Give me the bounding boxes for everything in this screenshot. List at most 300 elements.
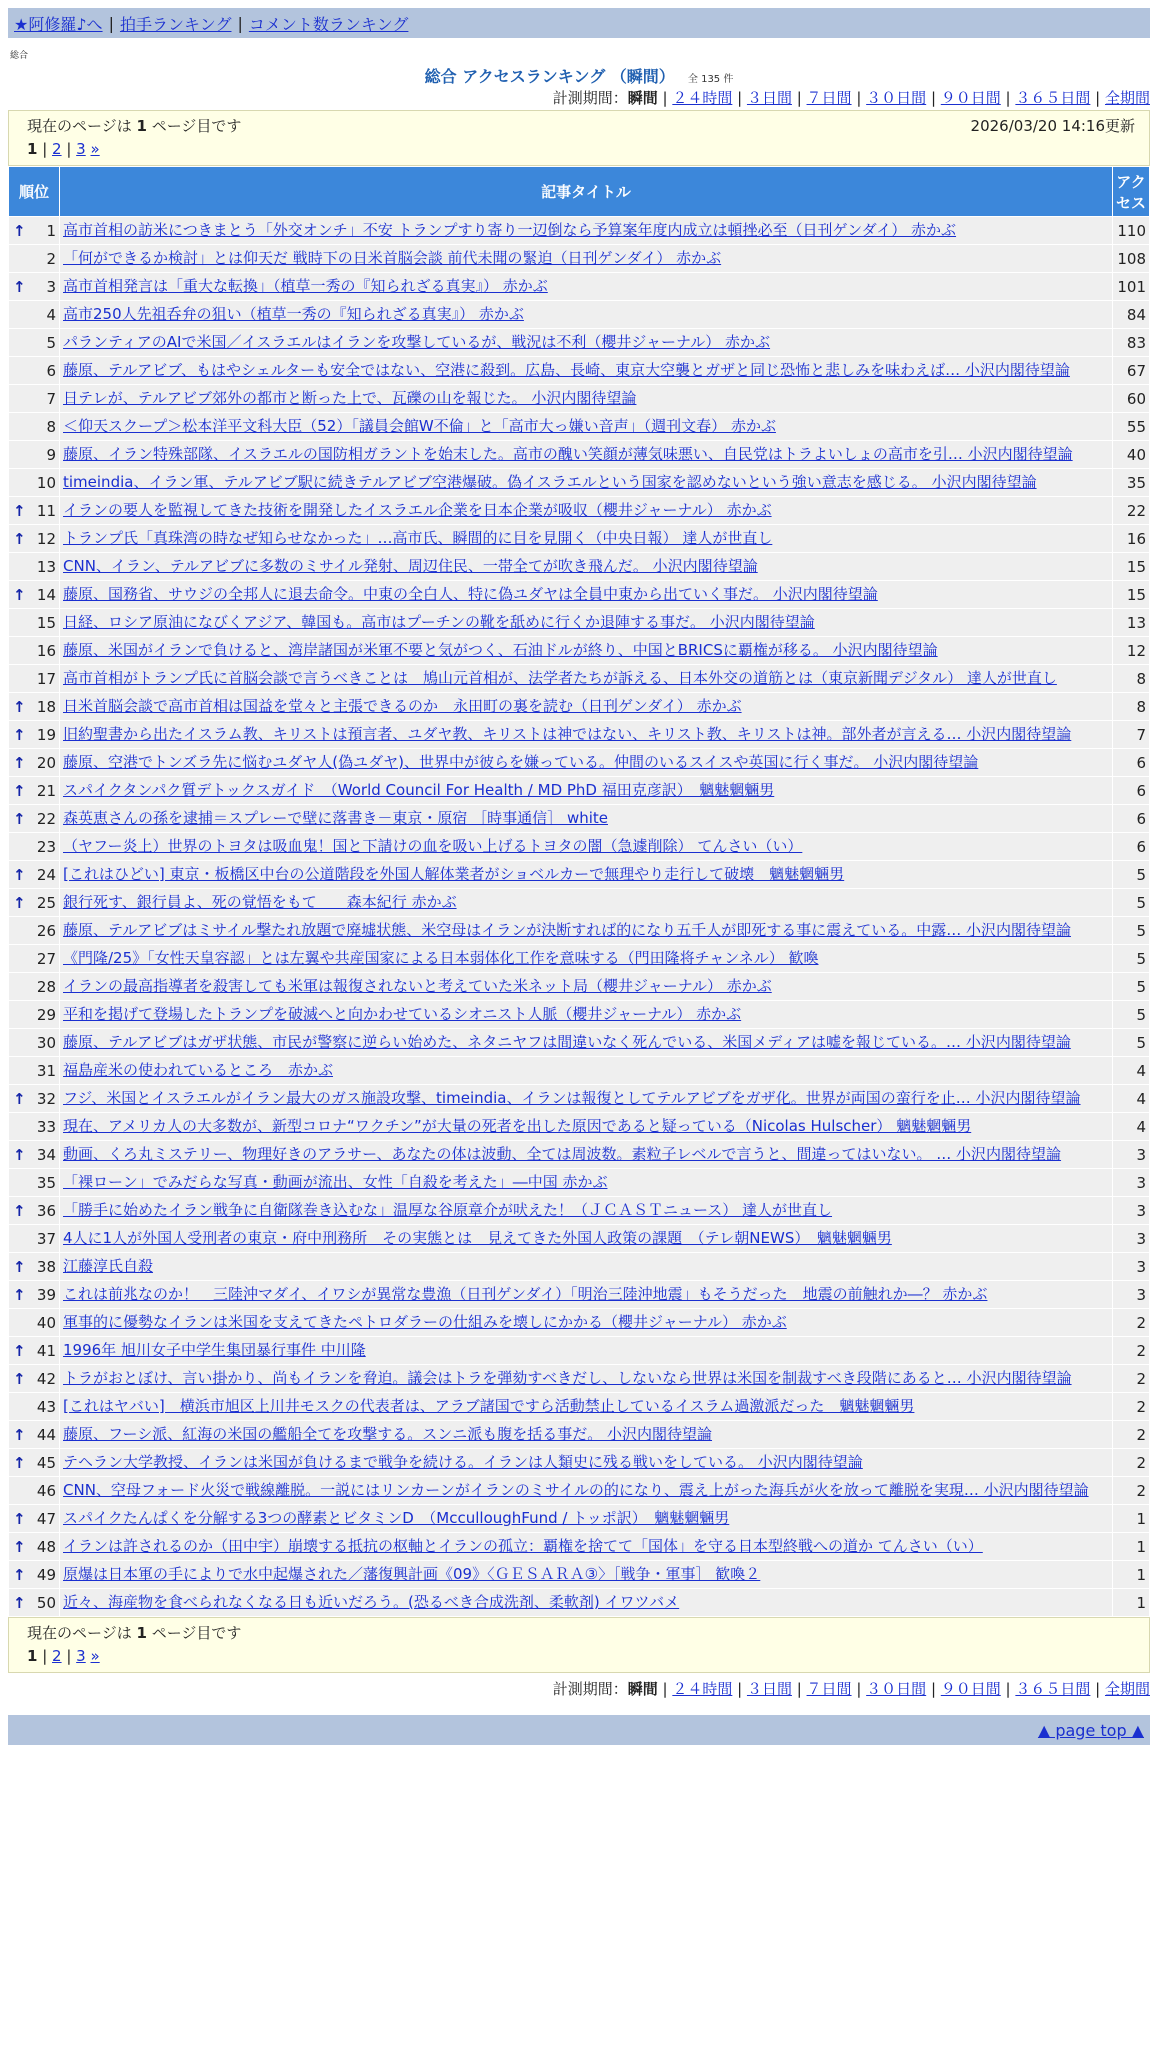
period-link[interactable]: 全期間 [1104,1680,1150,1698]
article-link[interactable]: 藤原、イラン特殊部隊、イスラエルの国防相ガラントを始末した。高市の醜い笑顔が薄気味悪い、自民党はトラよいしょの高市を引… 小沢内閣待望論 [63,445,1073,463]
comment-ranking-link[interactable]: コメント数ランキング [248,14,409,34]
up-arrow-icon: ↑ [13,1369,26,1388]
title-cell [60,973,1113,1001]
rank-number: 23 [36,837,56,856]
article-link[interactable]: トランプ氏「真珠湾の時なぜ知らせなかった」…高市氏、瞬間的に目を見開く（中央日報） 達人が世直し [63,529,773,547]
up-arrow-icon: ↑ [13,277,26,296]
table-row [9,777,1150,805]
access-count: 67 [1113,357,1150,385]
rank-cell [9,1533,60,1561]
rank-number: 31 [36,1061,56,1080]
title-cell [60,749,1113,777]
article-link[interactable]: 旧約聖書から出たイスラム教、キリストは預言者、ユダヤ教、キリストは神ではない、キリスト教、キリストは神。部外者が言える… 小沢内閣待望論 [63,725,1072,743]
article-link[interactable]: イランは許されるのか（田中宇）崩壊する抵抗の枢軸とイランの孤立：覇権を捨てて「国体」を守る日本型終戦への道か てんさい（い） [63,1537,983,1555]
article-link[interactable]: 藤原、空港でトンズラ先に悩むユダヤ人(偽ユダヤ)、世界中が彼らを嫌っている。仲間のいるスイスや英国に行く事だ。 小沢内閣待望論 [63,753,979,771]
rank-number: 14 [36,585,56,604]
period-separator: | [657,89,673,107]
article-link[interactable]: 日テレが、テルアビブ郊外の都市と断った上で、瓦礫の山を報じた。 小沢内閣待望論 [63,389,637,407]
period-link[interactable]: ２４時間 [672,89,733,107]
top-nav-bar [8,8,1150,38]
article-link[interactable]: 軍事的に優勢なイランは米国を支えてきたペトロダラーの仕組みを壊しにかかる（櫻井ジャーナル） 赤かぶ [63,1313,787,1331]
pager-next-link[interactable]: » [90,1647,100,1665]
period-separator: | [1000,1680,1016,1698]
rank-cell [9,945,60,973]
access-count: 3 [1113,1281,1150,1309]
rank-number: 42 [36,1369,56,1388]
article-link[interactable]: フジ、米国とイスラエルがイラン最大のガス施設攻撃、timeindia、イランは報復としてテルアビブをガザ化。世界が両国の蛮行を止… 小沢内閣待望論 [63,1089,1081,1107]
rank-cell [9,1197,60,1225]
up-arrow-icon: ↑ [13,1341,26,1360]
article-link[interactable]: 藤原、テルアビブはミサイル撃たれ放題で廃墟状態、米空母はイランが決断すれば的になり五千人が即死する事に震えている。中露… 小沢内閣待望論 [63,921,1071,939]
access-count: 101 [1113,273,1150,301]
access-count: 2 [1113,1393,1150,1421]
rank-cell [9,693,60,721]
period-selector-bottom [0,1677,1158,1701]
article-link[interactable]: 近々、海産物を食べられなくなる日も近いだろう。(恐るべき合成洗剤、柔軟剤) イワツバメ [63,1593,680,1611]
nav-separator: | [237,13,243,33]
rank-cell [9,1337,60,1365]
access-count: 3 [1113,1253,1150,1281]
up-arrow-icon: ↑ [13,1565,26,1584]
rank-cell [9,553,60,581]
access-count: 3 [1113,1197,1150,1225]
table-row [9,917,1150,945]
access-count: 3 [1113,1225,1150,1253]
rank-number: 43 [36,1397,56,1416]
up-arrow-icon: ↑ [13,809,26,828]
article-link[interactable]: 現在、アメリカ人の大多数が、新型コロナ“ワクチン”が大量の死者を出した原因であると疑っている（Nicolas Hulscher） 魑魅魍魎男 [63,1117,972,1135]
title-cell [60,553,1113,581]
period-link[interactable]: ２４時間 [672,1680,733,1698]
article-link[interactable]: 藤原、テルアビブ、もはやシェルターも安全ではない、空港に殺到。広島、長崎、東京大空襲とガザと同じ恐怖と悲しみを味わえば… 小沢内閣待望論 [63,361,1070,379]
access-count: 108 [1113,245,1150,273]
access-count: 2 [1113,1337,1150,1365]
rank-cell [9,497,60,525]
table-row [9,1533,1150,1561]
access-count: 1 [1113,1505,1150,1533]
up-arrow-icon: ↑ [13,221,26,240]
title-cell [60,385,1113,413]
access-count: 40 [1113,441,1150,469]
rank-number: 44 [36,1425,56,1444]
rank-cell [9,917,60,945]
updated-timestamp: 2026/03/20 14:16更新 [970,117,1135,135]
up-arrow-icon: ↑ [13,753,26,772]
rank-cell [9,301,60,329]
rank-number: 34 [36,1145,56,1164]
table-row [9,1029,1150,1057]
table-row [9,637,1150,665]
title-cell [60,1141,1113,1169]
period-link[interactable]: 全期間 [1104,89,1150,107]
article-link[interactable]: 日米首脳会談で高市首相は国益を堂々と主張できるのか 永田町の裏を読む（日刊ゲンダイ） 赤かぶ [63,697,742,715]
pager-separator: | [37,140,53,158]
title-cell [60,1253,1113,1281]
table-row [9,1421,1150,1449]
article-link[interactable]: 森英恵さんの孫を逮捕＝スプレーで壁に落書き－東京・原宿 ［時事通信］ white [63,809,608,827]
rank-cell [9,1393,60,1421]
rank-number: 26 [36,921,56,940]
access-count: 84 [1113,301,1150,329]
period-separator: | [1090,1680,1105,1698]
period-link[interactable]: ３６５日間 [1015,1680,1091,1698]
title-cell [60,581,1113,609]
title-cell [60,637,1113,665]
up-arrow-icon: ↑ [13,1537,26,1556]
rank-cell [9,637,60,665]
access-count: 8 [1113,693,1150,721]
table-row [9,1309,1150,1337]
table-row [9,749,1150,777]
access-count: 5 [1113,917,1150,945]
period-separator: | [1000,89,1016,107]
table-row [9,329,1150,357]
page-top-link[interactable]: ▲ page top ▲ [1037,1720,1144,1740]
period-separator: | [791,89,807,107]
article-link[interactable]: 高市首相がトランプ氏に首脳会談で言うべきことは 鳩山元首相が、法学者たちが訴える、日本外交の道筋とは（東京新聞デジタル） 達人が世直し [63,669,1057,687]
access-count: 6 [1113,749,1150,777]
rank-number: 30 [36,1033,56,1052]
period-separator: | [732,1680,747,1698]
title-cell [60,833,1113,861]
article-link[interactable]: 福島産米の使われているところ 赤かぶ [63,1061,334,1079]
access-count: 5 [1113,973,1150,1001]
rank-cell [9,1029,60,1057]
table-row [9,441,1150,469]
rank-number: 21 [36,781,56,800]
title-cell [60,1001,1113,1029]
up-arrow-icon: ↑ [13,1593,26,1612]
table-row [9,1225,1150,1253]
article-link[interactable]: CNN、イラン、テルアビブに多数のミサイル発射、周辺住民、一帯全てが吹き飛んだ。 小沢内閣待望論 [63,557,758,575]
rank-cell [9,1561,60,1589]
article-link[interactable]: スパイクたんぱくを分解する3つの酵素とビタミンD （McculloughFund / トッポ訳） 魑魅魍魎男 [63,1509,730,1527]
current-page-text: 現在のページは 1 ページ目です [27,117,242,135]
article-link[interactable]: 藤原、テルアビブはガザ状態、市民が警察に逆らい始めた、ネタニヤフは間違いなく死んでいる、米国メディアは嘘を報じている。… 小沢内閣待望論 [63,1033,1071,1051]
table-row [9,889,1150,917]
bottom-bar [8,1715,1150,1745]
article-link[interactable]: 高市250人先祖呑弁の狙い（植草一秀の『知られざる真実』） 赤かぶ [63,305,524,323]
table-row [9,609,1150,637]
article-link[interactable]: timeindia、イラン軍、テルアビブ駅に続きテルアビブ空港爆破。偽イスラエルという国家を認めないという強い意志を感じる。 小沢内閣待望論 [63,473,1037,491]
rank-cell [9,357,60,385]
rank-number: 27 [36,949,56,968]
article-link[interactable]: 日経、ロシア原油になびくアジア、韓国も。高市はプーチンの靴を舐めに行くか退陣する事だ。 小沢内閣待望論 [63,613,815,631]
title-cell [60,525,1113,553]
access-count: 2 [1113,1365,1150,1393]
access-count: 1 [1113,1589,1150,1617]
rank-number: 11 [36,501,56,520]
rank-number: 18 [36,697,56,716]
category-label: 総合 [10,51,29,61]
table-row [9,693,1150,721]
title-cell [60,1477,1113,1505]
period-link[interactable]: ９０日間 [940,89,1001,107]
table-row [9,1393,1150,1421]
access-count: 3 [1113,1141,1150,1169]
period-link[interactable]: ３０日間 [866,1680,927,1698]
up-arrow-icon: ↑ [13,1257,26,1276]
period-selector [0,86,1158,110]
rank-cell [9,861,60,889]
access-count: 83 [1113,329,1150,357]
rank-cell [9,1113,60,1141]
rank-cell [9,1281,60,1309]
rank-cell [9,1421,60,1449]
rank-number: 2 [46,249,56,268]
article-link[interactable]: CNN、空母フォード火災で戦線離脱。一説にはリンカーンがイランのミサイルの的になり、震え上がった海兵が火を放って離脱を実現… 小沢内閣待望論 [63,1481,1089,1499]
article-link[interactable]: テヘラン大学教授、イランは米国が負けるまで戦争を続ける。イランは人類史に残る戦いをしている。 小沢内閣待望論 [63,1453,863,1471]
up-arrow-icon: ↑ [13,725,26,744]
article-link[interactable]: イランの要人を監視してきた技術を開発したイスラエル企業を日本企業が吸収（櫻井ジャーナル） 赤かぶ [63,501,772,519]
rank-cell [9,1085,60,1113]
up-arrow-icon: ↑ [13,1453,26,1472]
period-link[interactable]: ３日間 [746,89,792,107]
access-count: 1 [1113,1533,1150,1561]
access-count: 4 [1113,1057,1150,1085]
period-separator: | [851,89,867,107]
rank-number: 13 [36,557,56,576]
rank-cell [9,1477,60,1505]
title-cell [60,357,1113,385]
rank-cell [9,1169,60,1197]
table-row [9,413,1150,441]
title-cell [60,693,1113,721]
title-cell [60,777,1113,805]
article-link[interactable]: [これはひどい] 東京・板橋区中台の公道階段を外国人解体業者がショベルカーで無理やり走行して破壊 魑魅魍魎男 [63,865,845,883]
rank-cell [9,1309,60,1337]
period-separator: | [851,1680,867,1698]
pager-page-link[interactable]: 2 [52,140,62,158]
rank-cell [9,721,60,749]
access-count: 2 [1113,1421,1150,1449]
period-link[interactable]: ９０日間 [940,1680,1001,1698]
title-cell [60,1225,1113,1253]
article-link[interactable]: 原爆は日本軍の手によりで水中起爆された／藩復興計画《09》〈ＧＥＳＡＲＡ③〉［戦争・軍事］ 歓喚２ [63,1565,761,1583]
rank-cell [9,833,60,861]
up-arrow-icon: ↑ [13,501,26,520]
pagination-bottom [27,1644,1135,1668]
ranking-title-row [0,64,1158,86]
table-row [9,1085,1150,1113]
article-link[interactable]: パランティアのAIで米国／イスラエルはイランを攻撃しているが、戦況は不利（櫻井ジャーナル） 赤かぶ [63,333,771,351]
article-link[interactable]: これは前兆なのか！ 三陸沖マダイ、イワシが異常な豊漁（日刊ゲンダイ）「明治三陸沖地震」もそうだった 地震の前触れか―？ 赤かぶ [63,1285,988,1303]
access-count: 22 [1113,497,1150,525]
up-arrow-icon: ↑ [13,1145,26,1164]
col-header-access: アクセス [1113,167,1150,217]
pager-current-page: 1 [27,140,38,158]
table-row [9,497,1150,525]
access-count: 12 [1113,637,1150,665]
up-arrow-icon: ↑ [13,1089,26,1108]
table-row [9,385,1150,413]
period-label: 計測期間： [552,89,628,107]
pager-page-link[interactable]: 3 [76,1647,86,1665]
article-link[interactable]: 銀行死す、銀行員よ、死の覚悟をもて 森本紀行 赤かぶ [63,893,457,911]
table-row [9,469,1150,497]
rank-cell [9,413,60,441]
article-link[interactable]: 動画、くろ丸ミステリー、物理好きのアラサー、あなたの体は波動、全ては周波数。素粒子レベルで言うと、間違ってはいない。 … 小沢内閣待望論 [63,1145,1062,1163]
up-arrow-icon: ↑ [13,697,26,716]
rank-cell [9,273,60,301]
table-row [9,245,1150,273]
title-cell [60,1505,1113,1533]
article-link[interactable]: 江藤淳氏自殺 [63,1257,154,1275]
table-row [9,1477,1150,1505]
article-link[interactable]: 藤原、米国がイランで負けると、湾岸諸国が米軍不要と気がつく、石油ドルが終り、中国とBRICSに覇権が移る。 小沢内閣待望論 [63,641,938,659]
access-count: 3 [1113,1169,1150,1197]
rank-number: 35 [36,1173,56,1192]
rank-number: 6 [46,361,56,380]
current-page-text: 現在のページは 1 ページ目です [27,1624,242,1642]
table-row [9,1001,1150,1029]
rank-number: 9 [46,445,56,464]
rank-cell [9,973,60,1001]
rank-number: 10 [36,473,56,492]
table-row [9,273,1150,301]
article-link[interactable]: 「勝手に始めたイラン戦争に自衛隊巻き込むな」温厚な谷原章介が吠えた！（ＪＣＡＳＴニュース） 達人が世直し [63,1201,833,1219]
title-cell [60,1365,1113,1393]
pager-page-link[interactable]: 2 [52,1647,62,1665]
article-link[interactable]: ＜仰天スクープ＞松本洋平文科大臣（52）「議員会館W不倫」と「高市大っ嫌い音声」（週刊文春） 赤かぶ [63,417,776,435]
title-cell [60,1085,1113,1113]
title-cell [60,329,1113,357]
access-count: 5 [1113,945,1150,973]
rank-cell [9,217,60,245]
rank-cell [9,609,60,637]
title-cell [60,245,1113,273]
title-cell [60,273,1113,301]
article-link[interactable]: スパイクタンパク質デトックスガイド （World Council For Health / MD PhD 福田克彦訳） 魑魅魍魎男 [63,781,775,799]
rank-number: 15 [36,613,56,632]
title-cell [60,805,1113,833]
title-cell [60,469,1113,497]
rank-number: 28 [36,977,56,996]
access-count: 13 [1113,609,1150,637]
rank-number: 40 [36,1313,56,1332]
period-link[interactable]: ７日間 [806,89,852,107]
rank-cell [9,1505,60,1533]
article-link[interactable]: 「何ができるか検討」とは仰天だ 戦時下の日米首脳会談 前代未聞の緊迫（日刊ゲンダイ） 赤かぶ [63,249,722,267]
total-count: 全 135 件 [687,74,734,85]
access-count: 6 [1113,833,1150,861]
up-arrow-icon: ↑ [13,1425,26,1444]
rank-number: 25 [36,893,56,912]
rank-cell [9,1365,60,1393]
period-separator: | [926,89,941,107]
rank-cell [9,749,60,777]
title-cell [60,1589,1113,1617]
up-arrow-icon: ↑ [13,1201,26,1220]
table-row [9,1141,1150,1169]
article-link[interactable]: [これはヤバい] 横浜市旭区上川井モスクの代表者は、アラブ諸国ですら活動禁止しているイスラム過激派だった 魑魅魍魎男 [63,1397,915,1415]
table-row [9,301,1150,329]
article-link[interactable]: 藤原、国務省、サウジの全邦人に退去命令。中東の全白人、特に偽ユダヤは全員中東から出ていく事だ。 小沢内閣待望論 [63,585,878,603]
table-row [9,1169,1150,1197]
title-cell [60,721,1113,749]
ranking-table [8,166,1150,1617]
rank-number: 29 [36,1005,56,1024]
table-row [9,1561,1150,1589]
access-count: 16 [1113,525,1150,553]
period-separator: | [732,89,747,107]
table-row [9,1365,1150,1393]
rank-cell [9,1001,60,1029]
home-link[interactable]: ★阿修羅♪へ [14,14,103,34]
article-link[interactable]: 「裸ローン」でみだらな写真・動画が流出、女性「自殺を考えた」―中国 赤かぶ [63,1173,608,1191]
access-count: 2 [1113,1309,1150,1337]
pager-next-link[interactable]: » [90,140,100,158]
rank-number: 32 [36,1089,56,1108]
clap-ranking-link[interactable]: 拍手ランキング [119,14,232,34]
article-link[interactable]: イランの最高指導者を殺害しても米軍は報復されないと考えていた米ネット局（櫻井ジャーナル） 赤かぶ [63,977,772,995]
rank-number: 46 [36,1481,56,1500]
article-link[interactable]: トラがおとぼけ、言い掛かり、尚もイランを脅迫。議会はトラを弾劾すべきだし、しないなら世界は米国を制裁すべき段階にあると… 小沢内閣待望論 [63,1369,1072,1387]
access-count: 55 [1113,413,1150,441]
title-cell [60,1393,1113,1421]
title-cell [60,217,1113,245]
table-row [9,1253,1150,1281]
article-link[interactable]: （ヤフー炎上）世界のトヨタは吸血鬼！国と下請けの血を吸い上げるトヨタの闇（急遽削除） てんさい（い） [63,837,803,855]
period-current: 瞬間 [627,1680,658,1698]
article-link[interactable]: 高市首相発言は「重大な転換」（植草一秀の『知られざる真実』） 赤かぶ [63,277,548,295]
title-cell [60,861,1113,889]
access-count: 6 [1113,805,1150,833]
title-cell [60,609,1113,637]
period-label: 計測期間： [552,1680,628,1698]
period-link[interactable]: ３０日間 [866,89,927,107]
rank-number: 45 [36,1453,56,1472]
rank-number: 12 [36,529,56,548]
rank-cell [9,777,60,805]
article-link[interactable]: 4人に1人が外国人受刑者の東京・府中刑務所 その実態とは 見えてきた外国人政策の課題 （テレ朝NEWS） 魑魅魍魎男 [63,1229,892,1247]
access-count: 5 [1113,861,1150,889]
rank-number: 37 [36,1229,56,1248]
nav-separator: | [108,13,114,33]
up-arrow-icon: ↑ [13,1509,26,1528]
period-link[interactable]: ３６５日間 [1015,89,1091,107]
access-count: 35 [1113,469,1150,497]
title-cell [60,413,1113,441]
rank-number: 3 [46,277,56,296]
rank-number: 33 [36,1117,56,1136]
title-cell [60,917,1113,945]
article-link[interactable]: 高市首相の訪米につきまとう「外交オンチ」不安 トランプすり寄り一辺倒なら予算案年度内成立は頓挫必至（日刊ゲンダイ） 赤かぶ [63,221,957,239]
access-count: 60 [1113,385,1150,413]
pager-page-link[interactable]: 3 [76,140,86,158]
table-row [9,665,1150,693]
period-current: 瞬間 [627,89,658,107]
title-cell [60,1169,1113,1197]
access-count: 5 [1113,1029,1150,1057]
article-link[interactable]: 1996年 旭川女子中学生集団暴行事件 中川隆 [63,1341,366,1359]
rank-cell [9,1589,60,1617]
access-count: 8 [1113,665,1150,693]
article-link[interactable]: 藤原、フーシ派、紅海の米国の艦船全てを攻撃する。スンニ派も腹を括る事だ。 小沢内閣待望論 [63,1425,713,1443]
up-arrow-icon: ↑ [13,781,26,800]
table-row [9,525,1150,553]
title-cell [60,665,1113,693]
pager-separator: | [61,1647,77,1665]
rank-number: 50 [36,1593,56,1612]
up-arrow-icon: ↑ [13,893,26,912]
table-row [9,945,1150,973]
article-link[interactable]: 平和を掲げて登場したトランプを破滅へと向かわせているシオニスト人脈（櫻井ジャーナル） 赤かぶ [63,1005,742,1023]
period-link[interactable]: ３日間 [746,1680,792,1698]
article-link[interactable]: 《門隆/25》「女性天皇容認」とは左翼や共産国家による日本弱体化工作を意味する（門田隆将チャンネル） 歓喚 [63,949,819,967]
period-link[interactable]: ７日間 [806,1680,852,1698]
rank-number: 20 [36,753,56,772]
